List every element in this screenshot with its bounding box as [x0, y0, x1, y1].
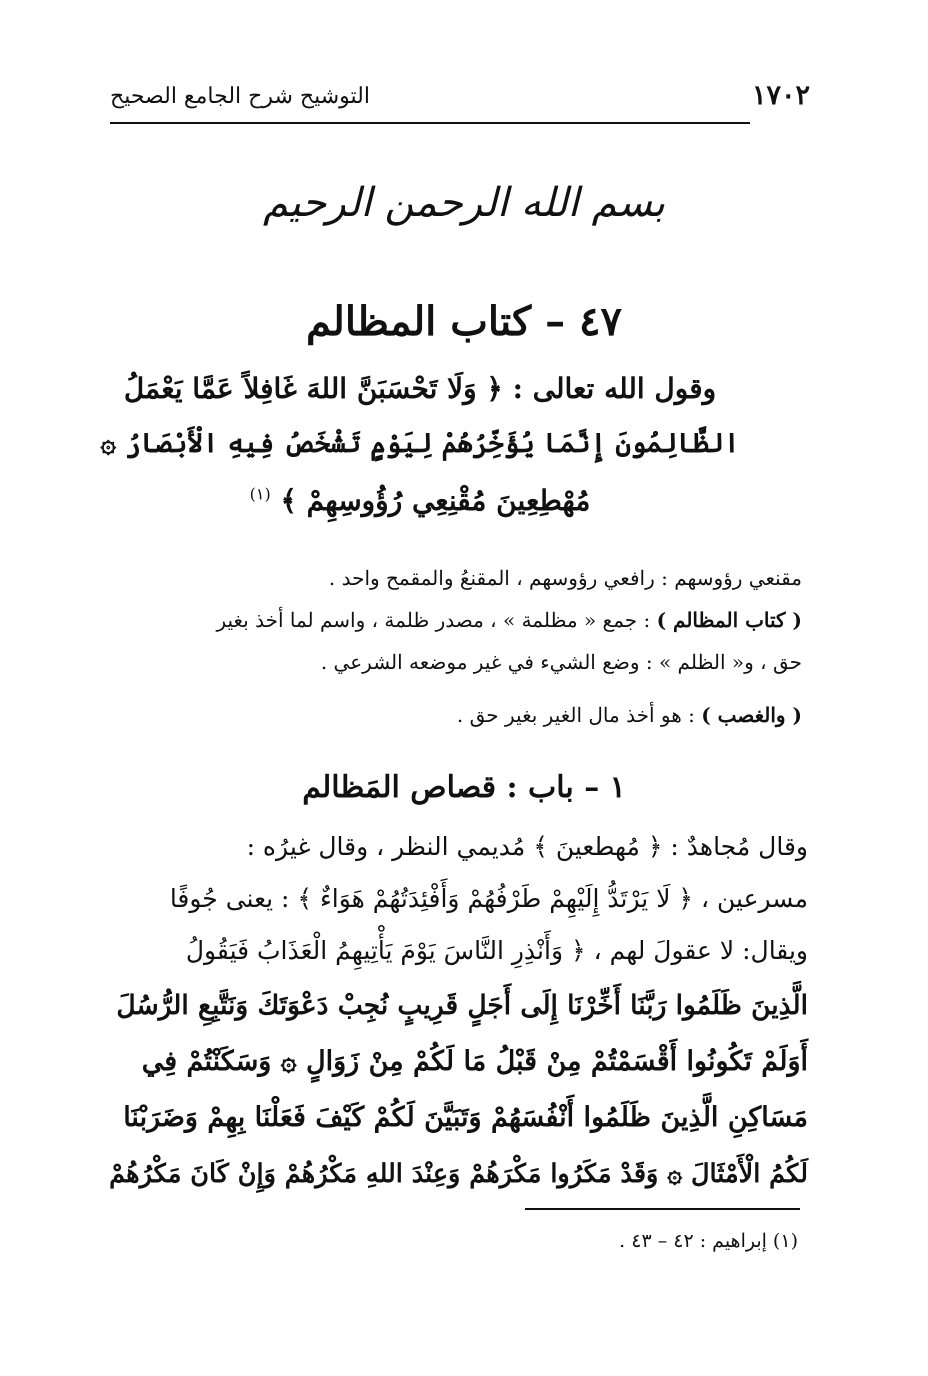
- header-rule: [110, 122, 750, 124]
- body-line-1: وقال مُجاهدٌ : ﴿ مُهطعينَ ﴾ مُديمي النظر ، وقال غيرُه :: [246, 832, 808, 861]
- verse-line-3-text: مُهْطِعِينَ مُقْنِعِي رُؤُوسِهِمْ ﴾: [280, 484, 591, 517]
- body-line-5: أَوَلَمْ تَكُونُوا أَقْسَمْتُمْ مِنْ قَبْلُ مَا لَكُمْ مِنْ زَوَالٍ ۞ وَسَكَنْتُمْ فِي: [141, 1046, 808, 1077]
- verse-line-2: الظَّالِمُونَ إِنَّمَا يُؤَخِّرُهُمْ لِيَوْمٍ تَشْخَصُ فِيهِ الْأَبْصَارُ ۞: [100, 428, 740, 459]
- body-line-3: ويقال: لا عقولَ لهم ، ﴿ وَأَنْذِرِ النَّاسَ يَوْمَ يَأْتِيهِمُ الْعَذَابُ فَيَقُولُ: [185, 936, 808, 965]
- basmala: بسم الله الرحمن الرحيم: [262, 180, 666, 226]
- commentary-line-1: مقنعي رؤوسهم : رافعي رؤوسهم ، المقنعُ والمقمح واحد .: [328, 566, 802, 590]
- page-number: ١٧٠٢: [751, 80, 810, 111]
- verse-line-3: [100, 484, 740, 517]
- commentary-line-3: حق ، و« الظلم » : وضع الشيء في غير موضعه الشرعي .: [320, 650, 802, 674]
- running-header: [110, 80, 810, 114]
- body-line-7: لَكُمُ الْأَمْثَالَ ۞ وَقَدْ مَكَرُوا مَكْرَهُمْ وَعِنْدَ اللهِ مَكْرُهُمْ وَإِنْ كَانَ مَكْرُهُمْ: [109, 1159, 808, 1189]
- book-heading: ٤٧ – كتاب المظالم: [306, 298, 622, 345]
- commentary-line-4: [112, 703, 802, 727]
- chapter-heading: ١ – باب : قصاص المَظالم: [302, 770, 626, 805]
- commentary-line-2: [112, 608, 802, 632]
- running-title: التوشيح شرح الجامع الصحيح: [110, 84, 370, 109]
- commentary-term-2: ( والغصب ): [701, 703, 802, 727]
- footnote-reference: (١): [249, 484, 271, 504]
- footnote: (١) إبراهيم : ٤٢ – ٤٣ .: [619, 1230, 798, 1252]
- body-line-4: الَّذِينَ ظَلَمُوا رَبَّنَا أَخِّرْنَا إِلَى أَجَلٍ قَرِيبٍ نُجِبْ دَعْوَتَكَ وَنَتَّبِعِ الرُّسُلَ: [116, 990, 808, 1021]
- body-line-2: مسرعين ، ﴿ لَا يَرْتَدُّ إِلَيْهِمْ طَرْفُهُمْ وَأَفْئِدَتُهُمْ هَوَاءٌ ﴾ : يعنى جُوفًا: [169, 884, 808, 913]
- body-line-6: مَسَاكِنِ الَّذِينَ ظَلَمُوا أَنْفُسَهُمْ وَتَبَيَّنَ لَكُمْ كَيْفَ فَعَلْنَا بِهِمْ وَضَرَبْنَا: [123, 1102, 808, 1133]
- commentary-definition-2: : هو أخذ مال الغير بغير حق .: [456, 703, 702, 727]
- verse-line-1: وقول الله تعالى : ﴿ وَلَا تَحْسَبَنَّ اللهَ غَافِلاً عَمَّا يَعْمَلُ: [123, 372, 717, 405]
- commentary-definition-1: : جمع « مظلمة » ، مصدر ظلمة ، واسم لما أخذ بغير: [216, 608, 657, 632]
- commentary-term-1: ( كتاب المظالم ): [656, 608, 802, 632]
- footnote-rule: [525, 1208, 800, 1210]
